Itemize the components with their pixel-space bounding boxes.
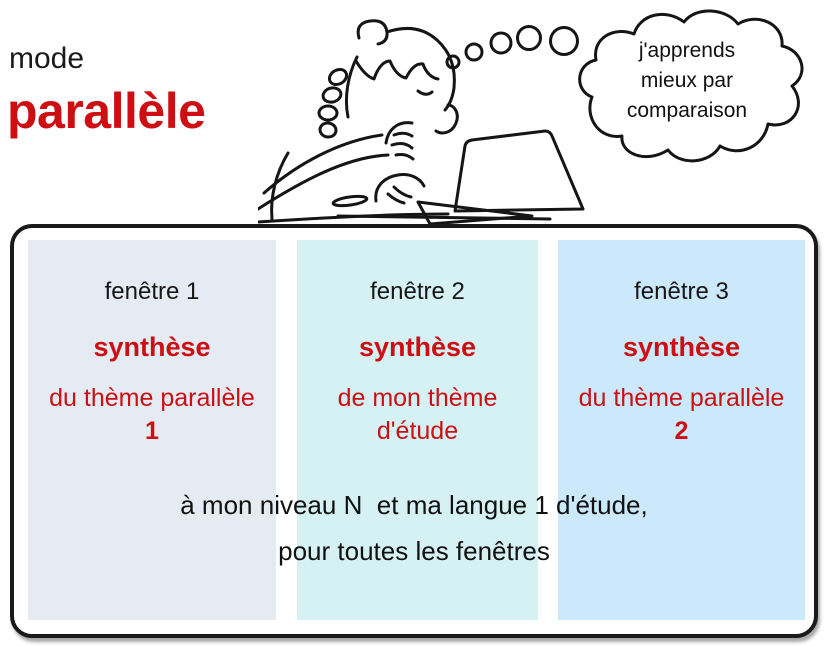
synthesis-description: de mon thème d'étude [337,384,498,445]
window-label: fenêtre 1 [104,278,200,305]
synthesis-label: synthèse [622,332,741,362]
window-label: fenêtre 2 [370,278,465,305]
window-label: fenêtre 3 [634,278,729,305]
windows-panel [10,224,818,638]
thought-bubble-text [582,36,792,126]
synthesis-label: synthèse [358,332,477,362]
pen-icon [333,195,368,208]
synthesis-description: du thème parallèle [49,384,255,412]
mode-label: mode [9,42,85,75]
synthesis-description: du thème parallèle [578,384,785,412]
synthesis-label: synthèse [93,332,211,362]
footer-line1: à mon niveau N et ma langue 1 d'étude, [180,490,648,520]
thought-dot-icon [518,27,541,50]
theme-number: 1 [145,417,159,445]
footer-line2: pour toutes les fenêtres [278,536,550,566]
thought-line: j'apprends [638,39,736,62]
person-at-laptop-illustration [258,5,610,225]
thought-dot-icon [491,33,511,53]
page-title: parallèle [7,83,206,139]
theme-number: 2 [674,417,689,445]
panel-footer [14,490,814,582]
thought-line: comparaison [626,99,748,122]
thought-line: mieux par [640,69,734,92]
thought-dot-icon [466,44,482,60]
